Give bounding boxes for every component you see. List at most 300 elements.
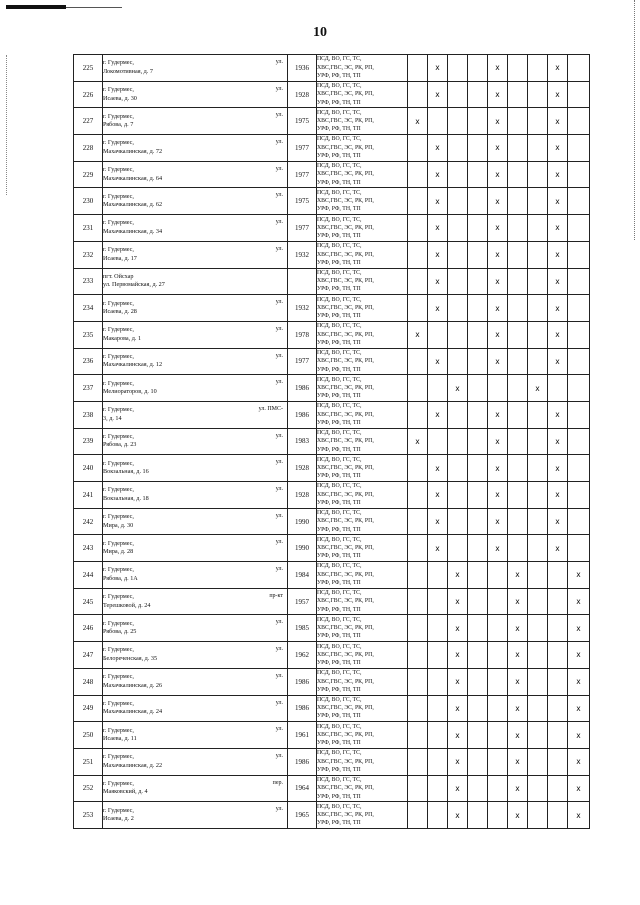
mark-cell — [468, 668, 488, 695]
row-number: 244 — [74, 562, 103, 589]
address-cell — [103, 161, 288, 188]
mark-cell — [408, 295, 428, 322]
build-year: 1957 — [288, 588, 317, 615]
services-cell — [317, 188, 408, 215]
mark-cell — [568, 215, 590, 242]
mark-cell — [528, 55, 548, 82]
address-street: Махачкалинская, д. 22 — [103, 761, 163, 769]
mark-cell — [468, 401, 488, 428]
mark-cell — [528, 161, 548, 188]
mark-cell — [448, 241, 468, 268]
service-line: УРФ, РФ, ТН, ТП — [317, 766, 361, 773]
table-row — [74, 268, 590, 295]
mark-cell — [568, 55, 590, 82]
mark-cell — [508, 375, 528, 402]
service-line: УРФ, РФ, ТН, ТП — [317, 72, 361, 79]
address-street: Рябова, д. 1А — [103, 574, 138, 582]
mark-cell — [488, 642, 508, 669]
services-cell — [317, 295, 408, 322]
mark-cell — [428, 775, 448, 802]
address-city: г. Гудермес, — [103, 726, 134, 734]
service-line: ХВС,ГВС, ЭС, РК, РП, — [317, 518, 374, 525]
mark-cell: x — [448, 722, 468, 749]
mark-cell: x — [428, 348, 448, 375]
mark-cell: x — [488, 188, 508, 215]
row-number: 239 — [74, 428, 103, 455]
service-line: УРФ, РФ, ТН, ТП — [317, 660, 361, 667]
mark-cell: x — [548, 401, 568, 428]
mark-cell: x — [548, 295, 568, 322]
address-cell — [103, 268, 288, 295]
mark-cell: x — [448, 562, 468, 589]
mark-cell — [468, 81, 488, 108]
mark-cell: x — [568, 668, 590, 695]
mark-cell — [508, 321, 528, 348]
row-number: 231 — [74, 215, 103, 242]
mark-cell — [468, 55, 488, 82]
table-row — [74, 562, 590, 589]
mark-cell — [508, 268, 528, 295]
mark-cell — [468, 161, 488, 188]
address-cell — [103, 295, 288, 322]
mark-cell — [488, 802, 508, 829]
service-line: ПСД, ВО, ГС, ТС, — [317, 723, 362, 730]
address-cell — [103, 722, 288, 749]
mark-cell — [508, 55, 528, 82]
mark-cell — [428, 588, 448, 615]
mark-cell: x — [548, 241, 568, 268]
service-line: ХВС,ГВС, ЭС, РК, РП, — [317, 465, 374, 471]
mark-cell — [468, 188, 488, 215]
row-number: 230 — [74, 188, 103, 215]
mark-cell — [488, 748, 508, 775]
table-row — [74, 215, 590, 242]
mark-cell — [408, 241, 428, 268]
service-line: ПСД, ВО, ГС, ТС, — [317, 803, 362, 810]
mark-cell — [528, 188, 548, 215]
mark-cell — [508, 428, 528, 455]
street-type: ул. — [275, 352, 283, 359]
street-type: ул. — [275, 139, 283, 146]
mark-cell — [408, 722, 428, 749]
build-year: 1936 — [288, 55, 317, 82]
service-line: ПСД, ВО, ГС, ТС, — [317, 136, 362, 143]
address-cell — [103, 802, 288, 829]
mark-cell — [468, 268, 488, 295]
build-year: 1962 — [288, 642, 317, 669]
table-row — [74, 348, 590, 375]
address-city: г. Гудермес, — [103, 59, 134, 67]
mark-cell: x — [508, 668, 528, 695]
mark-cell — [488, 562, 508, 589]
service-line: ХВС,ГВС, ЭС, РК, РП, — [317, 144, 374, 151]
street-type: ул. — [275, 672, 283, 679]
address-street: Махачкалинская, д. 72 — [103, 147, 163, 155]
table-row — [74, 428, 590, 455]
address-cell — [103, 81, 288, 108]
table-row — [74, 668, 590, 695]
mark-cell — [528, 348, 548, 375]
service-line: УРФ, РФ, ТН, ТП — [317, 580, 361, 587]
address-city: г. Гудермес, — [103, 486, 134, 494]
mark-cell — [408, 695, 428, 722]
service-line: ХВС,ГВС, ЭС, РК, РП, — [317, 384, 374, 391]
mark-cell: x — [548, 455, 568, 482]
service-line: УРФ, РФ, ТН, ТП — [317, 820, 361, 827]
service-line: УРФ, РФ, ТН, ТП — [317, 339, 361, 346]
build-year: 1932 — [288, 295, 317, 322]
build-year: 1977 — [288, 161, 317, 188]
mark-cell — [528, 722, 548, 749]
address-street: Махачкалинская, д. 64 — [103, 174, 163, 182]
mark-cell: x — [548, 188, 568, 215]
build-year: 1928 — [288, 81, 317, 108]
mark-cell — [508, 401, 528, 428]
mark-cell: x — [568, 562, 590, 589]
build-year: 1977 — [288, 215, 317, 242]
mark-cell: x — [548, 535, 568, 562]
address-city: г. Гудермес, — [103, 219, 134, 227]
services-cell — [317, 722, 408, 749]
mark-cell — [528, 802, 548, 829]
address-cell — [103, 482, 288, 509]
mark-cell — [408, 455, 428, 482]
mark-cell — [528, 748, 548, 775]
build-year: 1986 — [288, 668, 317, 695]
mark-cell — [528, 588, 548, 615]
mark-cell: x — [488, 241, 508, 268]
address-street: Махачкалинская, д. 62 — [103, 201, 163, 209]
mark-cell — [568, 241, 590, 268]
mark-cell: x — [488, 161, 508, 188]
table-row — [74, 188, 590, 215]
mark-cell — [488, 695, 508, 722]
service-line: ПСД, ВО, ГС, ТС, — [317, 376, 362, 383]
service-line: ХВС,ГВС, ЭС, РК, РП, — [317, 785, 374, 792]
row-number: 226 — [74, 81, 103, 108]
services-cell — [317, 668, 408, 695]
mark-cell — [508, 535, 528, 562]
address-city: г. Гудермес, — [103, 139, 134, 147]
address-city: г. Гудермес, — [103, 86, 134, 94]
mark-cell: x — [568, 775, 590, 802]
row-number: 253 — [74, 802, 103, 829]
mark-cell — [568, 428, 590, 455]
street-type: ул. — [275, 219, 283, 226]
mark-cell: x — [448, 695, 468, 722]
service-line: ПСД, ВО, ГС, ТС, — [317, 349, 362, 356]
address-city: г. Гудермес, — [103, 539, 134, 547]
service-line: ПСД, ВО, ГС, ТС, — [317, 403, 362, 410]
mark-cell — [408, 135, 428, 162]
mark-cell — [528, 482, 548, 509]
mark-cell — [408, 508, 428, 535]
mark-cell — [448, 268, 468, 295]
mark-cell — [428, 375, 448, 402]
services-cell — [317, 348, 408, 375]
street-type: ул. — [275, 806, 283, 813]
mark-cell — [408, 802, 428, 829]
service-line: ХВС,ГВС, ЭС, РК, РП, — [317, 491, 374, 498]
mark-cell — [508, 348, 528, 375]
street-type: ул. — [275, 379, 283, 386]
mark-cell — [528, 241, 548, 268]
mark-cell — [548, 722, 568, 749]
build-year: 1986 — [288, 401, 317, 428]
mark-cell — [448, 348, 468, 375]
mark-cell — [528, 215, 548, 242]
service-line: УРФ, РФ, ТН, ТП — [317, 526, 361, 533]
mark-cell: x — [548, 348, 568, 375]
address-cell — [103, 348, 288, 375]
mark-cell — [528, 135, 548, 162]
mark-cell — [548, 588, 568, 615]
mark-cell — [568, 161, 590, 188]
address-cell — [103, 615, 288, 642]
service-line: ХВС,ГВС, ЭС, РК, РП, — [317, 304, 374, 311]
address-street: Махачкалинская, д. 24 — [103, 708, 163, 716]
service-line: УРФ, РФ, ТН, ТП — [317, 206, 361, 213]
mark-cell: x — [428, 55, 448, 82]
address-cell — [103, 428, 288, 455]
service-line: УРФ, РФ, ТН, ТП — [317, 179, 361, 186]
service-line: ПСД, ВО, ГС, ТС, — [317, 590, 362, 597]
mark-cell — [488, 588, 508, 615]
mark-cell — [408, 215, 428, 242]
table-row — [74, 375, 590, 402]
mark-cell — [408, 668, 428, 695]
address-city: г. Гудермес, — [103, 806, 134, 814]
mark-cell — [528, 455, 548, 482]
mark-cell — [408, 375, 428, 402]
mark-cell — [428, 695, 448, 722]
service-line: ХВС,ГВС, ЭС, РК, РП, — [317, 171, 374, 178]
mark-cell: x — [428, 161, 448, 188]
mark-cell: x — [428, 401, 448, 428]
service-line: ХВС,ГВС, ЭС, РК, РП, — [317, 411, 374, 418]
row-number: 247 — [74, 642, 103, 669]
page-number: 10 — [313, 25, 327, 40]
mark-cell: x — [568, 695, 590, 722]
service-line: ПСД, ВО, ГС, ТС, — [317, 269, 362, 276]
mark-cell: x — [488, 455, 508, 482]
service-line: УРФ, РФ, ТН, ТП — [317, 313, 361, 320]
mark-cell: x — [548, 268, 568, 295]
address-cell — [103, 455, 288, 482]
address-street: Исаева, д. 28 — [103, 308, 137, 316]
street-type: ул. ПМС- — [258, 405, 283, 412]
street-type: ул. — [275, 646, 283, 653]
address-city: г. Гудермес, — [103, 513, 134, 521]
mark-cell: x — [428, 508, 448, 535]
mark-cell — [508, 188, 528, 215]
services-cell — [317, 108, 408, 135]
service-line: ХВС,ГВС, ЭС, РК, РП, — [317, 758, 374, 765]
mark-cell — [568, 135, 590, 162]
services-cell — [317, 615, 408, 642]
service-line: ПСД, ВО, ГС, ТС, — [317, 323, 362, 330]
mark-cell: x — [428, 188, 448, 215]
address-city: г. Гудермес, — [103, 379, 134, 387]
service-line: ХВС,ГВС, ЭС, РК, РП, — [317, 118, 374, 125]
service-line: ПСД, ВО, ГС, ТС, — [317, 189, 362, 196]
mark-cell: x — [428, 241, 448, 268]
left-scan-edge — [6, 55, 9, 195]
build-year: 1986 — [288, 748, 317, 775]
service-line: ПСД, ВО, ГС, ТС, — [317, 56, 362, 63]
mark-cell: x — [508, 695, 528, 722]
table-row — [74, 802, 590, 829]
mark-cell — [428, 321, 448, 348]
build-year: 1928 — [288, 482, 317, 509]
service-line: УРФ, РФ, ТН, ТП — [317, 499, 361, 506]
service-line: ХВС,ГВС, ЭС, РК, РП, — [317, 198, 374, 205]
build-year: 1975 — [288, 108, 317, 135]
street-type: ул. — [275, 512, 283, 519]
build-year: 1965 — [288, 802, 317, 829]
street-type: ул. — [275, 165, 283, 172]
mark-cell: x — [428, 482, 448, 509]
mark-cell — [548, 642, 568, 669]
table-row — [74, 722, 590, 749]
mark-cell — [408, 748, 428, 775]
mark-cell — [408, 588, 428, 615]
service-line: УРФ, РФ, ТН, ТП — [317, 153, 361, 160]
service-line: ПСД, ВО, ГС, ТС, — [317, 776, 362, 783]
mark-cell — [488, 615, 508, 642]
mark-cell — [468, 108, 488, 135]
services-cell — [317, 775, 408, 802]
mark-cell — [508, 108, 528, 135]
mark-cell — [468, 348, 488, 375]
mark-cell — [568, 535, 590, 562]
mark-cell: x — [508, 562, 528, 589]
mark-cell: x — [508, 802, 528, 829]
address-city: г. Гудермес, — [103, 646, 134, 654]
mark-cell — [508, 241, 528, 268]
service-line: УРФ, РФ, ТН, ТП — [317, 259, 361, 266]
row-number: 243 — [74, 535, 103, 562]
mark-cell: x — [488, 268, 508, 295]
street-type: ул. — [275, 432, 283, 439]
mark-cell: x — [508, 748, 528, 775]
mark-cell — [568, 508, 590, 535]
mark-cell: x — [508, 642, 528, 669]
mark-cell: x — [428, 455, 448, 482]
mark-cell — [448, 508, 468, 535]
street-type: ул. — [275, 726, 283, 733]
mark-cell: x — [548, 108, 568, 135]
table-row — [74, 588, 590, 615]
mark-cell — [408, 615, 428, 642]
mark-cell: x — [508, 615, 528, 642]
services-cell — [317, 695, 408, 722]
address-cell — [103, 375, 288, 402]
service-line: ХВС,ГВС, ЭС, РК, РП, — [317, 251, 374, 258]
address-cell — [103, 695, 288, 722]
address-street: Исаева, д. 30 — [103, 94, 137, 102]
address-city: пгт. Ойсхар — [103, 272, 134, 280]
service-line: ХВС,ГВС, ЭС, РК, РП, — [317, 224, 374, 231]
street-type: ул. — [275, 85, 283, 92]
mark-cell: x — [408, 321, 428, 348]
mark-cell — [428, 722, 448, 749]
table-row — [74, 455, 590, 482]
mark-cell: x — [488, 55, 508, 82]
mark-cell: x — [448, 615, 468, 642]
address-city: г. Гудермес, — [103, 432, 134, 440]
address-city: г. Гудермес, — [103, 352, 134, 360]
mark-cell: x — [448, 642, 468, 669]
mark-cell — [528, 775, 548, 802]
mark-cell: x — [428, 535, 448, 562]
address-city: г. Гудермес, — [103, 112, 134, 120]
build-year — [288, 268, 317, 295]
service-line: ПСД, ВО, ГС, ТС, — [317, 510, 362, 517]
mark-cell — [508, 508, 528, 535]
mark-cell — [448, 428, 468, 455]
table-row — [74, 161, 590, 188]
service-line: ПСД, ВО, ГС, ТС, — [317, 216, 362, 223]
address-street: Исаева, д. 17 — [103, 254, 137, 262]
service-line: УРФ, РФ, ТН, ТП — [317, 446, 361, 453]
service-line: ПСД, ВО, ГС, ТС, — [317, 109, 362, 116]
address-street: Рябова, д. 25 — [103, 628, 137, 636]
service-line: УРФ, РФ, ТН, ТП — [317, 633, 361, 640]
mark-cell: x — [448, 775, 468, 802]
mark-cell — [448, 55, 468, 82]
mark-cell — [528, 268, 548, 295]
services-cell — [317, 135, 408, 162]
address-street: Мира, д. 30 — [103, 521, 134, 529]
mark-cell — [428, 642, 448, 669]
table-row — [74, 508, 590, 535]
mark-cell — [468, 748, 488, 775]
mark-cell: x — [548, 55, 568, 82]
mark-cell — [408, 268, 428, 295]
build-year: 1928 — [288, 455, 317, 482]
services-cell — [317, 562, 408, 589]
mark-cell — [568, 401, 590, 428]
street-type: пер. — [272, 779, 283, 786]
mark-cell: x — [548, 81, 568, 108]
mark-cell: x — [528, 375, 548, 402]
mark-cell — [488, 668, 508, 695]
mark-cell — [528, 428, 548, 455]
address-city: г. Гудермес, — [103, 753, 134, 761]
mark-cell: x — [548, 321, 568, 348]
mark-cell: x — [428, 81, 448, 108]
mark-cell: x — [408, 428, 428, 455]
mark-cell — [528, 401, 548, 428]
mark-cell: x — [568, 588, 590, 615]
service-line: ПСД, ВО, ГС, ТС, — [317, 83, 362, 90]
mark-cell: x — [548, 161, 568, 188]
mark-cell: x — [428, 215, 448, 242]
mark-cell — [488, 775, 508, 802]
mark-cell — [528, 321, 548, 348]
services-cell — [317, 375, 408, 402]
services-cell — [317, 535, 408, 562]
build-year: 1986 — [288, 375, 317, 402]
mark-cell — [508, 135, 528, 162]
mark-cell — [468, 295, 488, 322]
address-street: Маяковский, д. 4 — [103, 788, 148, 796]
mark-cell — [528, 642, 548, 669]
address-city: г. Гудермес, — [103, 246, 134, 254]
service-line: ПСД, ВО, ГС, ТС, — [317, 536, 362, 543]
address-street: Мира, д. 28 — [103, 548, 134, 556]
